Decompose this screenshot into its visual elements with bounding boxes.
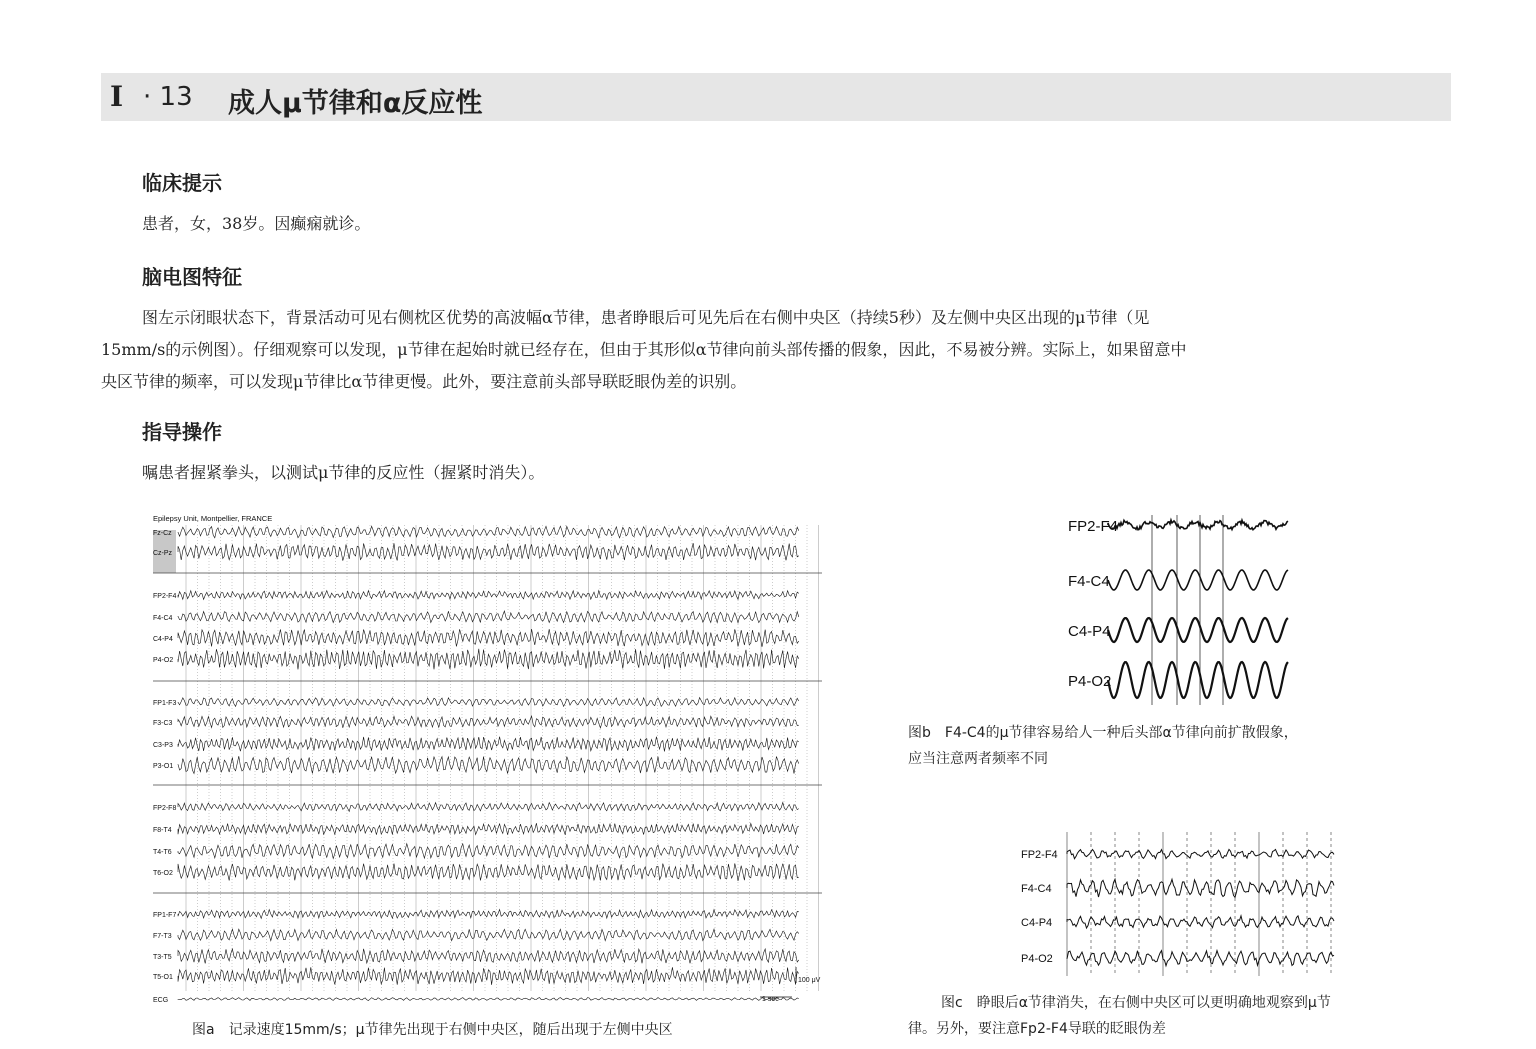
figure-c-traces [1067,849,1334,965]
eeg-trace [178,649,799,670]
clinical-heading: 临床提示 [142,171,222,195]
channel-label: F3-C3 [153,720,173,727]
channel-label: FP2-F4 [1021,849,1058,861]
channel-label: C4-P4 [1068,623,1111,640]
eeg-trace [178,737,799,752]
channel-label: FP1-F3 [153,700,177,707]
channel-label: F4-C4 [1068,573,1110,590]
eeg-trace [178,929,799,941]
channel-label: P4-O2 [153,657,174,664]
eeg-trace [1108,570,1288,590]
eeg-trace [178,716,799,728]
eeg-trace [1067,951,1334,966]
eeg-trace [178,844,799,859]
time-scale: 1 sec [762,996,779,1003]
figure-b-caption-line-1: 图b F4-C4的μ节律容易给人一种后头部α节律向前扩散假象， [908,725,1298,741]
figure-b-eeg [1060,510,1295,710]
eeg-trace [178,591,799,600]
eeg-trace [178,823,799,835]
channel-label: T3-T5 [153,954,172,961]
figure-c-caption-line-1: 图c 睁眼后α节律消失，在右侧中央区可以更明确地观察到μ节 [941,995,1331,1011]
eeg-trace [178,756,799,773]
channel-label: F4-C4 [1021,883,1052,895]
figure-a-channel-labels [153,530,176,1004]
channel-label: P4-O2 [1021,953,1053,965]
clinical-text: 患者，女，38岁。因癫痫就诊。 [142,214,371,233]
eeg-trace [1108,520,1288,530]
guidance-text: 嘱患者握紧拳头，以测试μ节律的反应性（握紧时消失）。 [142,463,545,482]
page-title: 成人μ节律和α反应性 [228,88,483,119]
channel-label: T5-O1 [153,974,173,981]
eeg-trace [178,803,799,812]
eeg-trace [1067,849,1334,858]
figure-c-caption-line-2: 律。另外，要注意Fp2-F4导联的眨眼伪差 [908,1021,1166,1037]
figure-b-channel-labels [1068,518,1118,690]
figure-b-traces [1108,515,1288,705]
channel-label: FP2-F4 [153,593,177,600]
eeg-trace [1108,662,1288,698]
guidance-heading: 指导操作 [142,420,222,444]
eeg-trace [1067,879,1334,897]
channel-label: FP2-F8 [153,805,177,812]
channel-label: F4-C4 [153,615,173,622]
eeg-trace [178,526,799,538]
chapter-roman: Ⅰ [110,80,124,113]
eeg-line-2: 15mm/s的示例图）。仔细观察可以发现，μ节律在起始时就已经存在，但由于其形似α节律向前头部传播的假象，因此，不易被分辨。实际上，如果留意中 [101,340,1187,359]
figure-b-caption-line-2: 应当注意两者频率不同 [908,751,1048,767]
channel-label: T4-T6 [153,849,172,856]
channel-label: P3-O1 [153,763,174,770]
amplitude-scale: 100 μV [798,977,821,984]
eeg-trace [178,949,799,964]
channel-label: ECG [153,997,169,1004]
eeg-trace [178,698,799,707]
channel-label: FP2-F4 [1068,518,1119,535]
eeg-trace [1067,916,1334,928]
channel-label: Cz-Pz [153,550,173,557]
figure-a-caption: 图a 记录速度15mm/s；μ节律先出现于右侧中央区，随后出现于左侧中央区 [192,1022,673,1038]
figure-c-eeg [1015,830,1340,980]
channel-label: T6-O2 [153,870,173,877]
eeg-trace [178,629,799,647]
figure-c-channel-labels [1021,849,1058,965]
eeg-line-3: 央区节律的频率，可以发现μ节律比α节律更慢。此外，要注意前头部导联眨眼伪差的识别。 [101,372,747,391]
eeg-heading: 脑电图特征 [142,265,242,289]
channel-label: FP1-F7 [153,912,177,919]
channel-label: F8-T4 [153,827,172,834]
eeg-trace [178,967,799,985]
channel-label: F7-T3 [153,933,172,940]
channel-label: C4-P4 [1021,917,1053,929]
channel-label: P4-O2 [1068,673,1112,690]
section-number: · 13 [143,82,193,112]
figure-a-header: Epilepsy Unit, Montpellier, FRANCE [153,514,273,523]
eeg-trace [1108,618,1288,642]
eeg-trace [178,543,799,561]
channel-label: C3-P3 [153,742,173,749]
channel-label: C4-P4 [153,636,173,643]
channel-label: Fz-Cz [153,530,172,537]
eeg-trace [178,863,799,881]
eeg-trace [178,910,799,919]
figure-a-eeg [150,513,825,1008]
figure-a-traces [178,526,799,1000]
eeg-trace [178,611,799,623]
eeg-line-1: 图左示闭眼状态下，背景活动可见右侧枕区优势的高波幅α节律，患者睁眼后可见先后在右侧中央区（持续5秒）及左侧中央区出现的μ节律（见 [142,308,1150,327]
eeg-trace [178,998,799,1001]
